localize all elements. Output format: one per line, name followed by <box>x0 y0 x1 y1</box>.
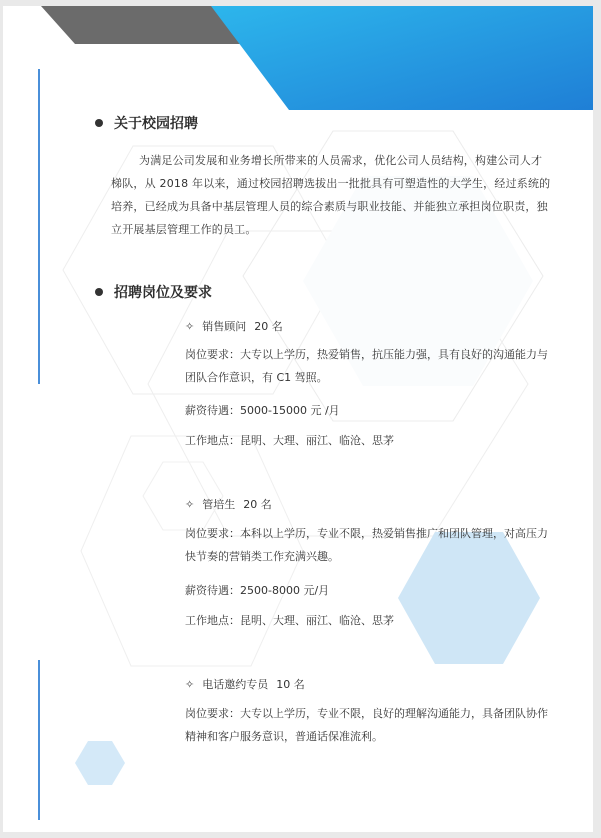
job-salary: 薪资待遇：2500-8000 元/月 <box>185 584 330 597</box>
left-accent-line-top <box>38 69 40 384</box>
sparkle-icon: ✧ <box>185 320 195 333</box>
job-location: 工作地点：昆明、大理、丽江、临沧、思茅 <box>185 614 394 627</box>
top-blue-banner <box>211 6 593 110</box>
bullet-icon <box>95 119 103 127</box>
left-accent-line-bottom <box>38 660 40 820</box>
job-requirement: 岗位要求：大专以上学历，专业不限，良好的理解沟通能力，具备团队协作精神和客户服务意识，普通话保准流利。 <box>185 707 548 743</box>
job-count: 20 名 <box>254 320 283 333</box>
job-name: 销售顾问 <box>202 320 247 333</box>
hex-light-blue-small <box>75 741 125 785</box>
job-location: 工作地点：昆明、大理、丽江、临沧、思茅 <box>185 434 394 447</box>
document-page <box>3 6 593 832</box>
job-requirement: 岗位要求：大专以上学历，热爱销售，抗压能力强，具有良好的沟通能力与团队合作意识，有 C1 驾照。 <box>185 348 548 384</box>
job-title-sales <box>185 318 283 334</box>
bullet-icon <box>95 288 103 296</box>
job-title-trainee <box>185 496 272 512</box>
job-salary: 薪资待遇：5000-15000 元 /月 <box>185 404 340 417</box>
sparkle-icon: ✧ <box>185 678 195 691</box>
about-heading-text: 关于校园招聘 <box>114 116 198 132</box>
positions-heading-text: 招聘岗位及要求 <box>114 285 212 301</box>
about-paragraph: 为满足公司发展和业务增长所带来的人员需求，优化公司人员结构，构建公司人才梯队，从 2018 年以来，通过校园招聘选拔出一批批具有可塑造性的大学生，经过系统的培养，已经成为具备中基层管理人员的综合素质与职业技能、并能独立承担岗位职责，独立开展基层管理工作的员工。 <box>111 154 551 236</box>
job-title-telemarketing <box>185 676 305 692</box>
job-count: 20 名 <box>243 498 272 511</box>
about-heading <box>95 113 198 133</box>
job-count: 10 名 <box>276 678 305 691</box>
sparkle-icon: ✧ <box>185 498 195 511</box>
positions-heading <box>95 282 212 302</box>
job-name: 管培生 <box>202 498 236 511</box>
job-name: 电话邀约专员 <box>202 678 269 691</box>
job-requirement: 岗位要求：本科以上学历，专业不限，热爱销售推广和团队管理，对高压力快节奏的营销类工作充满兴趣。 <box>185 527 548 563</box>
